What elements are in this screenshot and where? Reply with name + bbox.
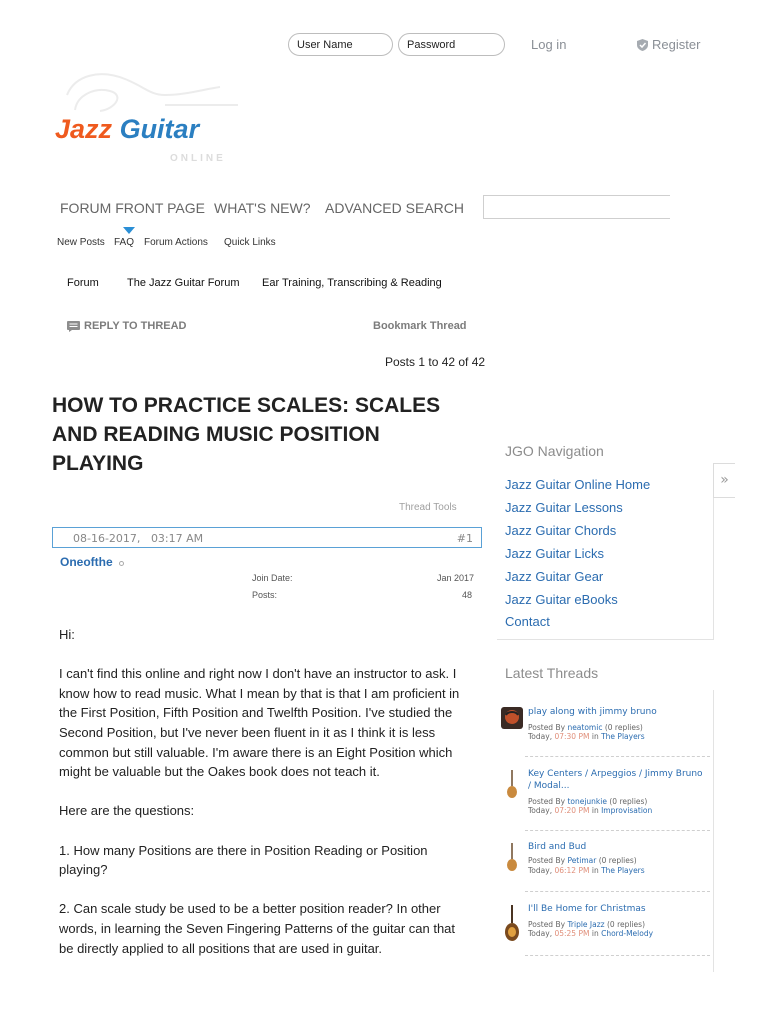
- thread-meta: Posted By tonejunkie (0 replies): [528, 797, 648, 806]
- speech-bubble-icon: [67, 321, 80, 332]
- reply-to-thread-button[interactable]: [67, 319, 187, 333]
- sidebar-nav-heading: JGO Navigation: [505, 443, 604, 459]
- breadcrumb-forum[interactable]: Forum: [67, 277, 99, 289]
- subnav-new-posts[interactable]: New Posts: [57, 237, 105, 248]
- join-date-value: Jan 2017: [437, 573, 475, 583]
- post-count-value: 48: [462, 590, 473, 600]
- bookmark-thread-link[interactable]: Bookmark Thread: [373, 320, 467, 332]
- logo-word-guitar: Guitar: [119, 114, 200, 144]
- offline-status-icon: [119, 561, 124, 566]
- username-input[interactable]: [288, 33, 393, 56]
- thread-item[interactable]: [497, 841, 710, 903]
- guitar-icon: [499, 903, 525, 943]
- logo-subtitle: ONLINE: [170, 153, 226, 164]
- thread-divider: [525, 830, 710, 831]
- guitar-icon: [499, 768, 525, 802]
- post-permalink[interactable]: #1: [456, 532, 473, 545]
- thread-time: Today, 07:30 PM in The Players: [528, 732, 645, 741]
- thread-item[interactable]: [497, 706, 710, 768]
- thread-title-link[interactable]: Bird and Bud: [528, 842, 587, 852]
- latest-threads-heading: Latest Threads: [505, 665, 599, 681]
- search-input[interactable]: [483, 195, 670, 219]
- thread-tools-menu[interactable]: Thread Tools: [399, 502, 457, 513]
- register-link[interactable]: Register: [652, 37, 701, 52]
- logo-wordmark: [55, 114, 199, 145]
- password-input[interactable]: [398, 33, 505, 56]
- post-paragraph: 2. Can scale study be used to be a better position reader? In other words, in learning the Seven Fingering Patterns of the guitar can that be directly applied to all positions that are used in guitar.: [59, 901, 456, 956]
- post-paragraph: Here are the questions:: [59, 803, 195, 819]
- sidebar-link-lessons[interactable]: Jazz Guitar Lessons: [505, 500, 623, 515]
- sidebar-link-home[interactable]: Jazz Guitar Online Home: [505, 477, 651, 492]
- nav-whats-new[interactable]: WHAT'S NEW?: [214, 200, 311, 216]
- subnav-forum-actions[interactable]: Forum Actions: [144, 237, 208, 248]
- sidebar-link-gear[interactable]: Jazz Guitar Gear: [505, 569, 604, 584]
- active-pointer-icon: [123, 227, 135, 234]
- user-avatar-icon: [499, 706, 525, 740]
- thread-title-link[interactable]: play along with jimmy bruno: [528, 707, 657, 717]
- join-date-label: Join Date:: [252, 573, 293, 583]
- thread-divider: [525, 955, 710, 956]
- post-username[interactable]: Oneofthe: [60, 555, 113, 569]
- page-title: HOW TO PRACTICE SCALES: SCALES AND READING MUSIC POSITION PLAYING: [52, 394, 441, 475]
- guitar-icon: [499, 841, 525, 875]
- thread-meta: Posted By Triple Jazz (0 replies): [528, 920, 645, 929]
- sidebar-link-licks[interactable]: Jazz Guitar Licks: [505, 546, 604, 561]
- nav-forum-front-page[interactable]: FORUM FRONT PAGE: [60, 200, 205, 216]
- thread-meta: Posted By neatomic (0 replies): [528, 723, 643, 732]
- thread-title-link[interactable]: Key Centers / Arpeggios / Jimmy Bruno / Modal...: [528, 769, 703, 791]
- thread-divider: [525, 756, 710, 757]
- thread-time: Today, 05:25 PM in Chord-Melody: [528, 929, 654, 938]
- thread-divider: [525, 891, 710, 892]
- post-body: [59, 625, 469, 978]
- thread-time: Today, 06:12 PM in The Players: [528, 866, 645, 875]
- post-paragraph: I can't find this online and right now I don't have an instructor to ask. I know how to read music. What I mean by that is that I am proficient in the First Position, Fifth Position and Twelfth Position. I've studied the Second Position, but I've never been fluent in it as I think it is less common but still valuable. I'm aware there is an Eight Position which might be valuable but the Oakes book does not teach it.: [59, 666, 460, 780]
- post-date: 08-16-2017, 03:17 AM: [73, 532, 204, 545]
- breadcrumb-ear-training[interactable]: Ear Training, Transcribing & Reading: [262, 277, 442, 289]
- thread-title-link[interactable]: I'll Be Home for Christmas: [528, 904, 646, 914]
- shield-check-icon: [637, 38, 648, 50]
- login-link[interactable]: Log in: [531, 37, 567, 52]
- post-count-label: Posts:: [252, 590, 278, 600]
- reply-to-thread-label: REPLY TO THREAD: [84, 320, 187, 332]
- post-paragraph: Hi:: [59, 627, 75, 642]
- subnav-quick-links[interactable]: Quick Links: [224, 237, 276, 248]
- sidebar-link-ebooks[interactable]: Jazz Guitar eBooks: [505, 592, 618, 607]
- logo-word-jazz: Jazz: [55, 114, 113, 144]
- subnav-faq[interactable]: FAQ: [114, 237, 135, 248]
- thread-meta: Posted By Petimar (0 replies): [528, 856, 637, 865]
- sidebar-link-chords[interactable]: Jazz Guitar Chords: [505, 523, 617, 538]
- breadcrumb-jazz-guitar-forum[interactable]: The Jazz Guitar Forum: [127, 277, 240, 289]
- sidebar-link-contact[interactable]: Contact: [505, 614, 550, 629]
- post-paragraph: 1. How many Positions are there in Position Reading or Position playing?: [59, 842, 428, 878]
- sidebar-collapse-button[interactable]: »: [713, 463, 735, 498]
- thread-time: Today, 07:20 PM in Improvisation: [528, 806, 653, 815]
- post-header: [52, 527, 482, 548]
- nav-advanced-search[interactable]: ADVANCED SEARCH: [325, 200, 464, 216]
- pagination-info: Posts 1 to 42 of 42: [385, 355, 486, 369]
- thread-item[interactable]: [497, 768, 710, 830]
